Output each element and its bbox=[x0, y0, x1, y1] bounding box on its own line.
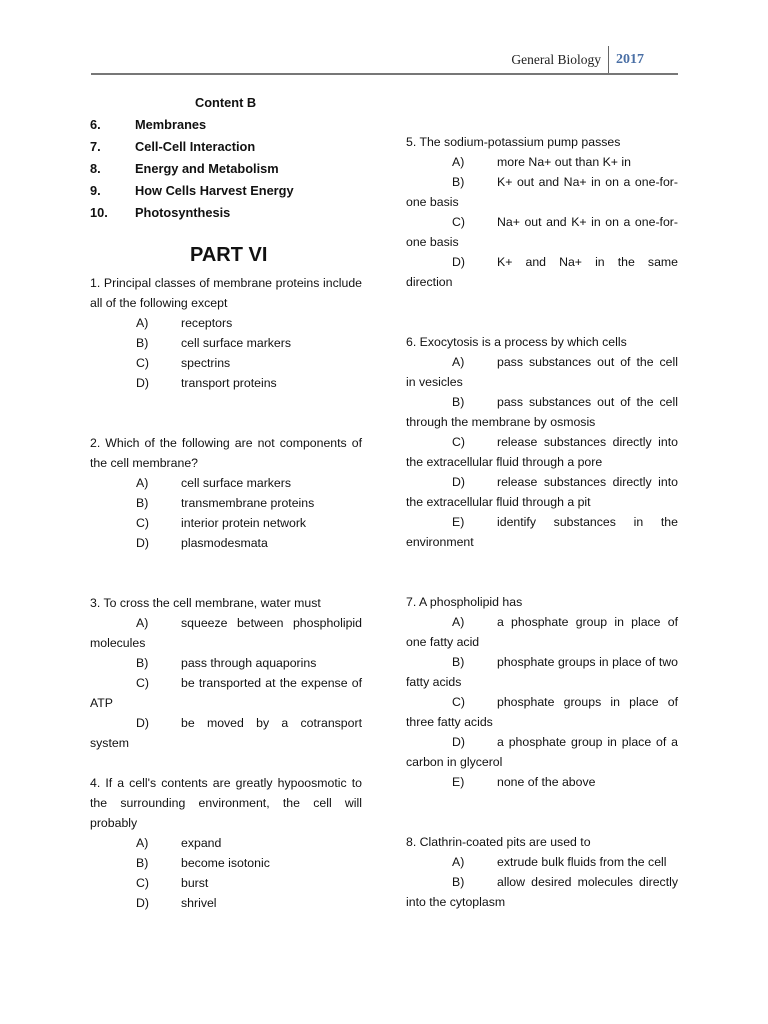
option-letter: A) bbox=[452, 855, 465, 869]
option-text: be moved by a cotransport system bbox=[90, 716, 362, 750]
answer-option bbox=[90, 853, 362, 873]
option-letter: D) bbox=[136, 536, 149, 550]
option-letter: B) bbox=[136, 856, 149, 870]
question-5 bbox=[406, 132, 678, 292]
option-text: burst bbox=[181, 876, 209, 890]
answer-option bbox=[90, 833, 362, 853]
option-text: identify substances in the environment bbox=[406, 515, 678, 549]
option-text: become isotonic bbox=[181, 856, 270, 870]
option-letter: A) bbox=[136, 616, 149, 630]
option-letter: C) bbox=[136, 676, 149, 690]
option-text: release substances directly into the extracellular fluid through a pore bbox=[406, 435, 678, 469]
answer-option bbox=[406, 652, 678, 692]
question-2 bbox=[90, 433, 362, 553]
answer-option bbox=[406, 512, 678, 552]
option-text: plasmodesmata bbox=[181, 536, 268, 550]
content-title: Content B bbox=[195, 95, 257, 110]
option-letter: E) bbox=[452, 515, 465, 529]
header-title: General Biology bbox=[511, 52, 601, 67]
question-stem: 4. If a cell's contents are greatly hypoosmotic to the surrounding environment, the cell will probably bbox=[90, 776, 362, 830]
option-letter: D) bbox=[136, 376, 149, 390]
toc-number: 6. bbox=[90, 117, 101, 132]
toc-number: 8. bbox=[90, 161, 101, 176]
option-letter: B) bbox=[452, 655, 465, 669]
answer-option bbox=[406, 852, 678, 872]
option-text: spectrins bbox=[181, 356, 231, 370]
toc-item bbox=[90, 114, 362, 136]
option-text: a phosphate group in place of one fatty acid bbox=[406, 615, 678, 649]
option-text: transport proteins bbox=[181, 376, 277, 390]
option-text: cell surface markers bbox=[181, 476, 292, 490]
option-letter: B) bbox=[452, 175, 465, 189]
option-letter: B) bbox=[136, 496, 149, 510]
option-letter: C) bbox=[136, 356, 149, 370]
question-stem: 8. Clathrin-coated pits are used to bbox=[406, 835, 591, 849]
toc-label: Membranes bbox=[135, 117, 207, 132]
option-text: a phosphate group in place of a carbon in glycerol bbox=[406, 735, 678, 769]
answer-option bbox=[406, 152, 678, 172]
option-text: interior protein network bbox=[181, 516, 307, 530]
option-letter: A) bbox=[136, 316, 149, 330]
option-letter: D) bbox=[136, 716, 149, 730]
toc-item bbox=[90, 158, 362, 180]
answer-option bbox=[90, 493, 362, 513]
option-letter: D) bbox=[452, 255, 465, 269]
answer-option bbox=[406, 472, 678, 512]
option-letter: C) bbox=[452, 435, 465, 449]
answer-option bbox=[406, 692, 678, 732]
option-letter: C) bbox=[452, 215, 465, 229]
answer-option bbox=[90, 313, 362, 333]
option-text: none of the above bbox=[497, 775, 596, 789]
option-letter: C) bbox=[136, 876, 149, 890]
answer-option bbox=[406, 172, 678, 212]
question-stem: 3. To cross the cell membrane, water must bbox=[90, 596, 321, 610]
option-text: K+ and Na+ in the same direction bbox=[406, 255, 678, 289]
answer-option bbox=[406, 212, 678, 252]
question-stem: 2. Which of the following are not components of the cell membrane? bbox=[90, 436, 362, 470]
answer-option bbox=[406, 612, 678, 652]
option-text: shrivel bbox=[181, 896, 217, 910]
answer-option bbox=[90, 713, 362, 753]
option-text: pass through aquaporins bbox=[181, 656, 317, 670]
toc-number: 7. bbox=[90, 139, 101, 154]
option-letter: D) bbox=[452, 475, 465, 489]
option-text: pass substances out of the cell in vesicles bbox=[406, 355, 678, 389]
answer-option bbox=[406, 732, 678, 772]
option-letter: A) bbox=[136, 476, 149, 490]
question-1 bbox=[90, 273, 362, 393]
option-letter: A) bbox=[452, 355, 465, 369]
option-text: be transported at the expense of ATP bbox=[90, 676, 362, 710]
option-letter: D) bbox=[452, 735, 465, 749]
question-4 bbox=[90, 773, 362, 913]
option-text: more Na+ out than K+ in bbox=[497, 155, 631, 169]
option-text: squeeze between phospholipid molecules bbox=[90, 616, 362, 650]
question-8 bbox=[406, 832, 678, 912]
option-text: allow desired molecules directly into the cytoplasm bbox=[406, 875, 678, 909]
answer-option bbox=[406, 432, 678, 472]
option-text: expand bbox=[181, 836, 222, 850]
answer-option bbox=[90, 333, 362, 353]
question-stem: 5. The sodium-potassium pump passes bbox=[406, 135, 621, 149]
answer-option bbox=[90, 473, 362, 493]
option-letter: C) bbox=[136, 516, 149, 530]
question-7 bbox=[406, 592, 678, 792]
answer-option bbox=[406, 872, 678, 912]
question-stem: 1. Principal classes of membrane proteins include all of the following except bbox=[90, 276, 362, 310]
answer-option bbox=[90, 533, 362, 553]
answer-option bbox=[406, 392, 678, 432]
answer-option bbox=[90, 653, 362, 673]
option-text: K+ out and Na+ in on a one-for-one basis bbox=[406, 175, 678, 209]
option-text: transmembrane proteins bbox=[181, 496, 315, 510]
answer-option bbox=[90, 373, 362, 393]
option-letter: B) bbox=[452, 395, 465, 409]
answer-option bbox=[90, 353, 362, 373]
answer-option bbox=[406, 252, 678, 292]
question-3 bbox=[90, 593, 362, 753]
header-year: 2017 bbox=[616, 52, 644, 67]
toc-label: Cell-Cell Interaction bbox=[135, 139, 256, 154]
option-text: phosphate groups in place of three fatty acids bbox=[406, 695, 678, 729]
answer-option bbox=[406, 772, 678, 792]
answer-option bbox=[90, 613, 362, 653]
option-text: cell surface markers bbox=[181, 336, 292, 350]
option-letter: B) bbox=[452, 875, 465, 889]
option-letter: A) bbox=[452, 615, 465, 629]
option-letter: B) bbox=[136, 656, 149, 670]
toc-number: 10. bbox=[90, 205, 108, 220]
option-text: receptors bbox=[181, 316, 233, 330]
question-stem: 6. Exocytosis is a process by which cells bbox=[406, 335, 627, 349]
question-stem: 7. A phospholipid has bbox=[406, 595, 523, 609]
part-title: PART VI bbox=[190, 244, 268, 266]
right-column bbox=[406, 132, 678, 952]
option-text: Na+ out and K+ in on a one-for-one basis bbox=[406, 215, 678, 249]
header-rule bbox=[91, 73, 678, 75]
answer-option bbox=[90, 873, 362, 893]
answer-option bbox=[90, 673, 362, 713]
option-letter: C) bbox=[452, 695, 465, 709]
toc-item bbox=[90, 180, 362, 202]
toc-label: How Cells Harvest Energy bbox=[135, 183, 294, 198]
toc-item bbox=[90, 202, 362, 224]
answer-option bbox=[90, 893, 362, 913]
option-letter: A) bbox=[136, 836, 149, 850]
option-letter: A) bbox=[452, 155, 465, 169]
question-6 bbox=[406, 332, 678, 552]
page-header bbox=[511, 44, 644, 74]
option-text: release substances directly into the extracellular fluid through a pit bbox=[406, 475, 678, 509]
option-letter: B) bbox=[136, 336, 149, 350]
option-letter: E) bbox=[452, 775, 465, 789]
option-text: extrude bulk fluids from the cell bbox=[497, 855, 667, 869]
toc-number: 9. bbox=[90, 183, 101, 198]
left-column bbox=[90, 92, 362, 953]
answer-option bbox=[90, 513, 362, 533]
toc-label: Energy and Metabolism bbox=[135, 161, 279, 176]
option-text: phosphate groups in place of two fatty acids bbox=[406, 655, 678, 689]
option-text: pass substances out of the cell through the membrane by osmosis bbox=[406, 395, 678, 429]
answer-option bbox=[406, 352, 678, 392]
toc-label: Photosynthesis bbox=[135, 205, 231, 220]
toc-item bbox=[90, 136, 362, 158]
option-letter: D) bbox=[136, 896, 149, 910]
